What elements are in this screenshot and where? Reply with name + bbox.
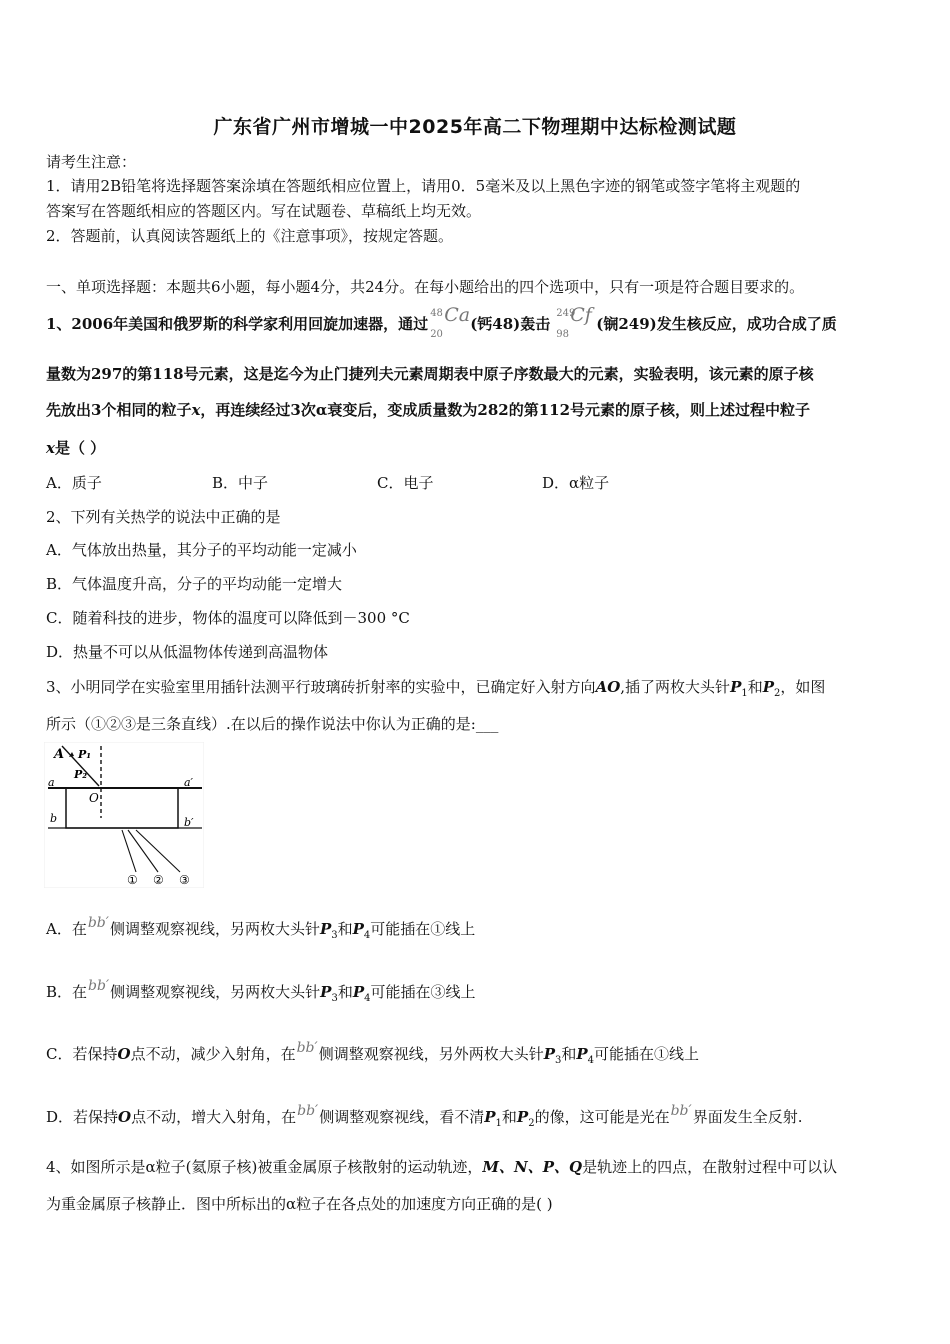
point-o: O <box>118 1108 132 1126</box>
particle-x: x <box>191 401 201 419</box>
q3d-end: 界面发生全反射. <box>692 1108 803 1126</box>
q1-text-a: 1、2006年美国和俄罗斯的科学家利用回旋加速器，通过 <box>46 315 429 333</box>
and-word: 和 <box>561 1045 577 1063</box>
sub-2: 2 <box>774 688 781 699</box>
q3-option-a <box>46 915 476 947</box>
q3-option-c <box>46 1040 700 1072</box>
q3d-mid2: 侧调整观察视线，看不清 <box>319 1108 485 1126</box>
sub-3: 3 <box>331 993 338 1004</box>
sub-4: 4 <box>364 993 371 1004</box>
label-a: a <box>48 776 55 789</box>
label-b: b <box>50 812 58 825</box>
q4-line-2: 为重金属原子核静止．图中所标出的α粒子在各点处的加速度方向正确的是( ) <box>46 1195 553 1213</box>
q4-text-b: 是轨迹上的四点，在散射过程中可以认 <box>582 1158 838 1176</box>
cf-mass-number: 249 <box>556 308 576 319</box>
pin-p: P <box>576 1045 588 1063</box>
and-word: 和 <box>747 678 763 696</box>
sub-1: 1 <box>495 1118 502 1129</box>
label-A: A <box>54 747 65 762</box>
q1-option-b: B．中子 <box>212 474 269 492</box>
and-word: 和 <box>337 920 353 938</box>
interface-bb: bb′ <box>296 1040 318 1056</box>
label-circle-2: ② <box>153 873 164 887</box>
label-a-prime: a′ <box>184 776 194 789</box>
cf-atomic-number: 98 <box>556 329 569 340</box>
q3a-end: 可能插在①线上 <box>370 920 476 938</box>
section-heading: 一、单项选择题：本题共6小题，每小题4分，共24分。在每小题给出的四个选项中，只有一项是符合题目要求的。 <box>46 278 805 296</box>
q3b-pre: B．在 <box>46 983 88 1001</box>
interface-bb: bb′ <box>87 915 109 931</box>
sub-4: 4 <box>363 930 371 941</box>
q4-line-1 <box>46 1156 837 1178</box>
q3c-mid1: 点不动，减少入射角，在 <box>130 1045 296 1063</box>
q3-text-a: 3、小明同学在实验室里用插针法测平行玻璃砖折射率的实验中，已确定好入射方向 <box>46 678 596 696</box>
q1-line-3 <box>46 399 810 421</box>
sub-3: 3 <box>331 930 338 941</box>
notice-item-1a: 1．请用2B铅笔将选择题答案涂填在答题纸相应位置上，请用0．5毫米及以上黑色字迹的钢笔或签字笔将主观题的 <box>46 177 801 195</box>
sub-1: 1 <box>741 688 748 699</box>
q1-line-3b: ，再连续经过3次α衰变后，变成质量数为282的第112号元素的原子核，则上述过程中粒子 <box>200 401 811 419</box>
q3-line-2: 所示（①②③是三条直线）.在以后的操作说法中你认为正确的是:___ <box>46 715 499 733</box>
q4-text-a: 4、如图所示是α粒子(氦原子核)被重金属原子核散射的运动轨迹， <box>46 1158 483 1176</box>
q3c-pre: C．若保持 <box>46 1045 118 1063</box>
label-b-prime: b′ <box>184 816 194 829</box>
q3d-mid3: 的像，这可能是光在 <box>534 1108 670 1126</box>
q3b-mid: 侧调整观察视线，另两枚大头针 <box>110 983 321 1001</box>
label-P2: P₂ <box>74 768 88 781</box>
interface-bb: bb′ <box>88 978 110 994</box>
q1-line-3a: 先放出3个相同的粒子 <box>46 401 192 419</box>
pin-p: P <box>516 1108 529 1126</box>
q3-line-1 <box>46 676 825 705</box>
q1-option-d: D．α粒子 <box>542 474 610 492</box>
q2-option-d: D．热量不可以从低温物体传递到高温物体 <box>46 643 329 661</box>
interface-bb: bb′ <box>670 1103 692 1119</box>
pin-p: P <box>319 920 332 938</box>
ca-mass-number: 48 <box>430 308 443 319</box>
pin-p: P <box>762 678 775 696</box>
notice-item-1b: 答案写在答题纸相应的答题区内。写在试题卷、草稿纸上均无效。 <box>46 202 482 220</box>
particle-x: x <box>46 439 55 457</box>
page-title: 广东省广州市增城一中2025年高二下物理期中达标检测试题 <box>213 116 737 138</box>
q3-option-d <box>46 1103 803 1135</box>
q3-option-b <box>46 978 476 1010</box>
pin-p: P <box>352 920 364 938</box>
q2-stem: 2、下列有关热学的说法中正确的是 <box>46 508 281 526</box>
q3c-mid2: 侧调整观察视线，另外两枚大头针 <box>318 1045 544 1063</box>
figure-frame <box>44 742 204 888</box>
q1-option-c: C．电子 <box>377 474 434 492</box>
ray-ao: AO <box>595 678 621 696</box>
label-circle-1: ① <box>127 873 138 887</box>
q2-option-b: B．气体温度升高，分子的平均动能一定增大 <box>46 575 343 593</box>
sub-3: 3 <box>554 1055 562 1066</box>
q3d-pre: D．若保持 <box>46 1108 119 1126</box>
label-O: O <box>89 791 99 805</box>
interface-bb: bb′ <box>297 1103 319 1119</box>
notice-header: 请考生注意： <box>46 153 137 171</box>
ca-symbol: Ca <box>444 304 471 326</box>
q3a-mid: 侧调整观察视线，另两枚大头针 <box>109 920 320 938</box>
q2-option-c: C．随着科技的进步，物体的温度可以降低到－300 °C <box>46 609 410 627</box>
pin-p: P <box>543 1045 555 1063</box>
label-P1: P₁ <box>78 748 92 761</box>
q3b-end: 可能插在③线上 <box>370 983 476 1001</box>
q1-option-a: A．质子 <box>46 474 102 492</box>
q3a-pre: A．在 <box>46 920 87 938</box>
calcium-nuclide <box>428 304 471 340</box>
glass-block-figure <box>44 742 204 888</box>
q3-text-c: ，如图 <box>780 678 826 696</box>
sub-2: 2 <box>528 1118 535 1129</box>
q1-line-4 <box>46 437 105 459</box>
pin-p: P <box>320 983 332 1001</box>
and-word: 和 <box>501 1108 517 1126</box>
q3c-end: 可能插在①线上 <box>594 1045 700 1063</box>
sub-4: 4 <box>587 1055 595 1066</box>
points-mnpq: M、N、P、Q <box>482 1158 583 1176</box>
notice-item-2: 2．答题前，认真阅读答题纸上的《注意事项》，按规定答题。 <box>46 227 454 245</box>
pin-p: P <box>352 983 365 1001</box>
q3-text-b: ,插了两枚大头针 <box>620 678 731 696</box>
q1-text-b: (钙48)轰击 <box>470 315 551 333</box>
q3d-mid1: 点不动，增大入射角，在 <box>131 1108 297 1126</box>
q1-line-2: 量数为297的第118号元素，这是迄今为止门捷列夫元素周期表中原子序数最大的元素，实验表明，该元素的原子核 <box>46 365 814 383</box>
q1-text-c: (锎249)发生核反应，成功合成了质 <box>596 315 837 333</box>
ca-atomic-number: 20 <box>430 329 443 340</box>
q2-option-a: A．气体放出热量，其分子的平均动能一定减小 <box>46 541 357 559</box>
pin-p: P <box>484 1108 496 1126</box>
pin-p: P <box>730 678 742 696</box>
point-o: O <box>117 1045 131 1063</box>
label-circle-3: ③ <box>179 873 190 887</box>
cf-symbol: Cf <box>570 304 592 326</box>
californium-nuclide <box>554 304 596 340</box>
q1-line-1 <box>46 304 837 340</box>
and-word: 和 <box>337 983 353 1001</box>
q1-line-4b: 是（ ） <box>54 439 106 457</box>
